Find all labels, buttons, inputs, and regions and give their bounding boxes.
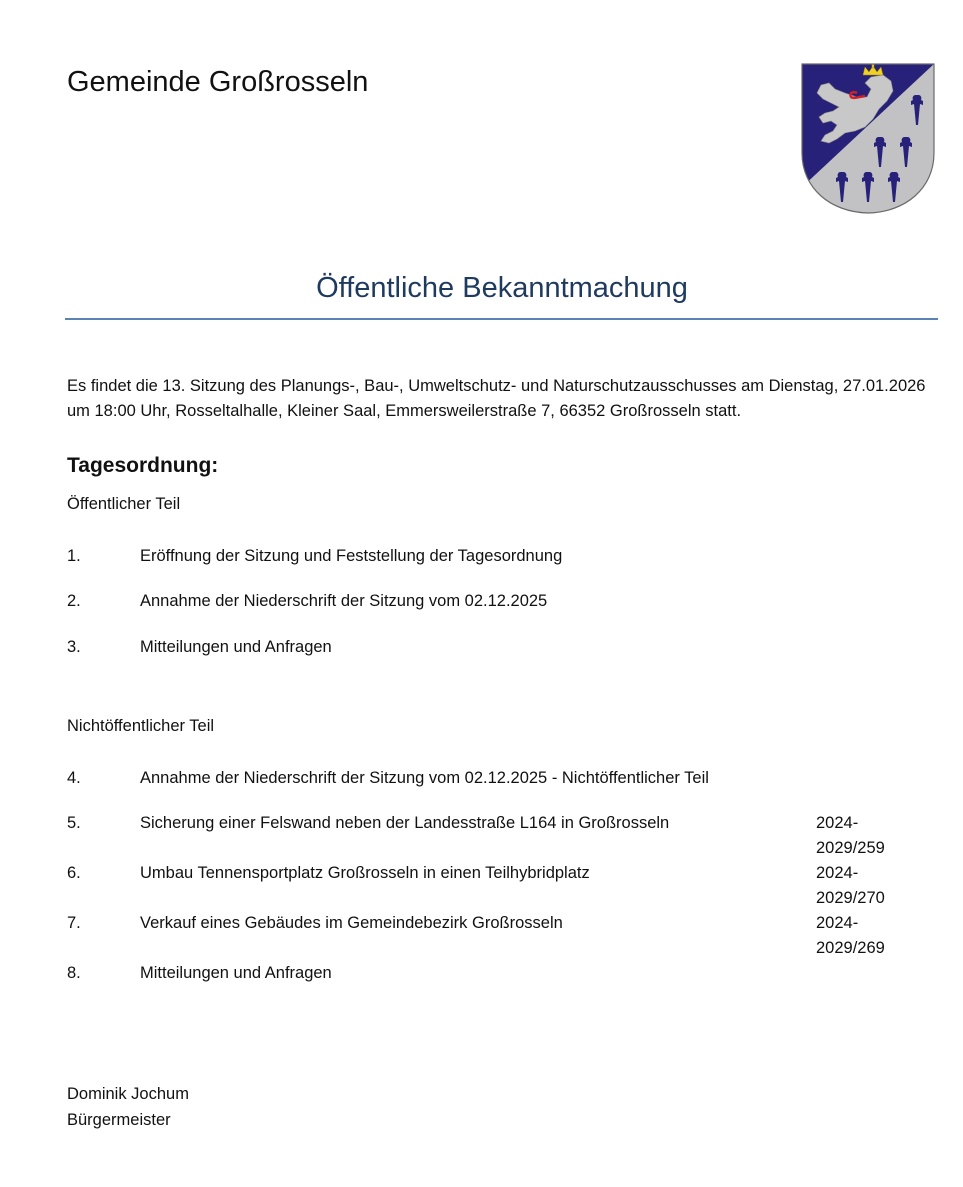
intro-paragraph: Es findet die 13. Sitzung des Planungs-, Bau-, Umweltschutz- und Naturschutzausschusses am Dienstag, 27.01.2026 um 18:00 Uhr, Rosseltalhalle, Kleiner Saal, Emmersweilerstraße 7, 66352 Großrosseln statt. [67,377,926,420]
coat-of-arms-icon [801,63,935,214]
agenda-item-text: Umbau Tennensportplatz Großrosseln in einen Teilhybridplatz [140,864,590,882]
agenda-item-reference: 2024-2029/259 [816,814,885,857]
agenda-item-text: Annahme der Niederschrift der Sitzung vom 02.12.2025 [140,592,548,610]
agenda-item-number: 1. [67,547,81,565]
agenda-item-text: Eröffnung der Sitzung und Feststellung der Tagesordnung [140,547,563,565]
private-section-label: Nichtöffentlicher Teil [67,717,215,735]
agenda-item-text: Verkauf eines Gebäudes im Gemeindebezirk Großrosseln [140,914,563,932]
agenda-item-number: 2. [67,592,81,610]
signatory-role: Bürgermeister [67,1111,171,1129]
signatory-name: Dominik Jochum [67,1085,189,1103]
agenda-item-number: 8. [67,964,81,982]
document-title: Öffentliche Bekanntmachung [316,272,688,304]
agenda-item-text: Mitteilungen und Anfragen [140,964,332,982]
organization-name: Gemeinde Großrosseln [67,66,369,98]
public-section-label: Öffentlicher Teil [67,495,181,513]
agenda-item-number: 5. [67,814,81,832]
agenda-item-text: Mitteilungen und Anfragen [140,638,332,656]
signature-block [67,1081,189,1133]
agenda-item-text: Annahme der Niederschrift der Sitzung vom 02.12.2025 - Nichtöffentlicher Teil [140,769,709,787]
agenda-item-text: Sicherung einer Felswand neben der Landesstraße L164 in Großrosseln [140,814,670,832]
title-divider [65,318,938,320]
agenda-item-reference: 2024-2029/270 [816,864,885,907]
agenda-item-number: 7. [67,914,81,932]
agenda-heading: Tagesordnung: [67,454,219,477]
agenda-item-reference: 2024-2029/269 [816,914,885,957]
agenda-item-number: 4. [67,769,81,787]
agenda-item-number: 6. [67,864,81,882]
agenda-item-number: 3. [67,638,81,656]
